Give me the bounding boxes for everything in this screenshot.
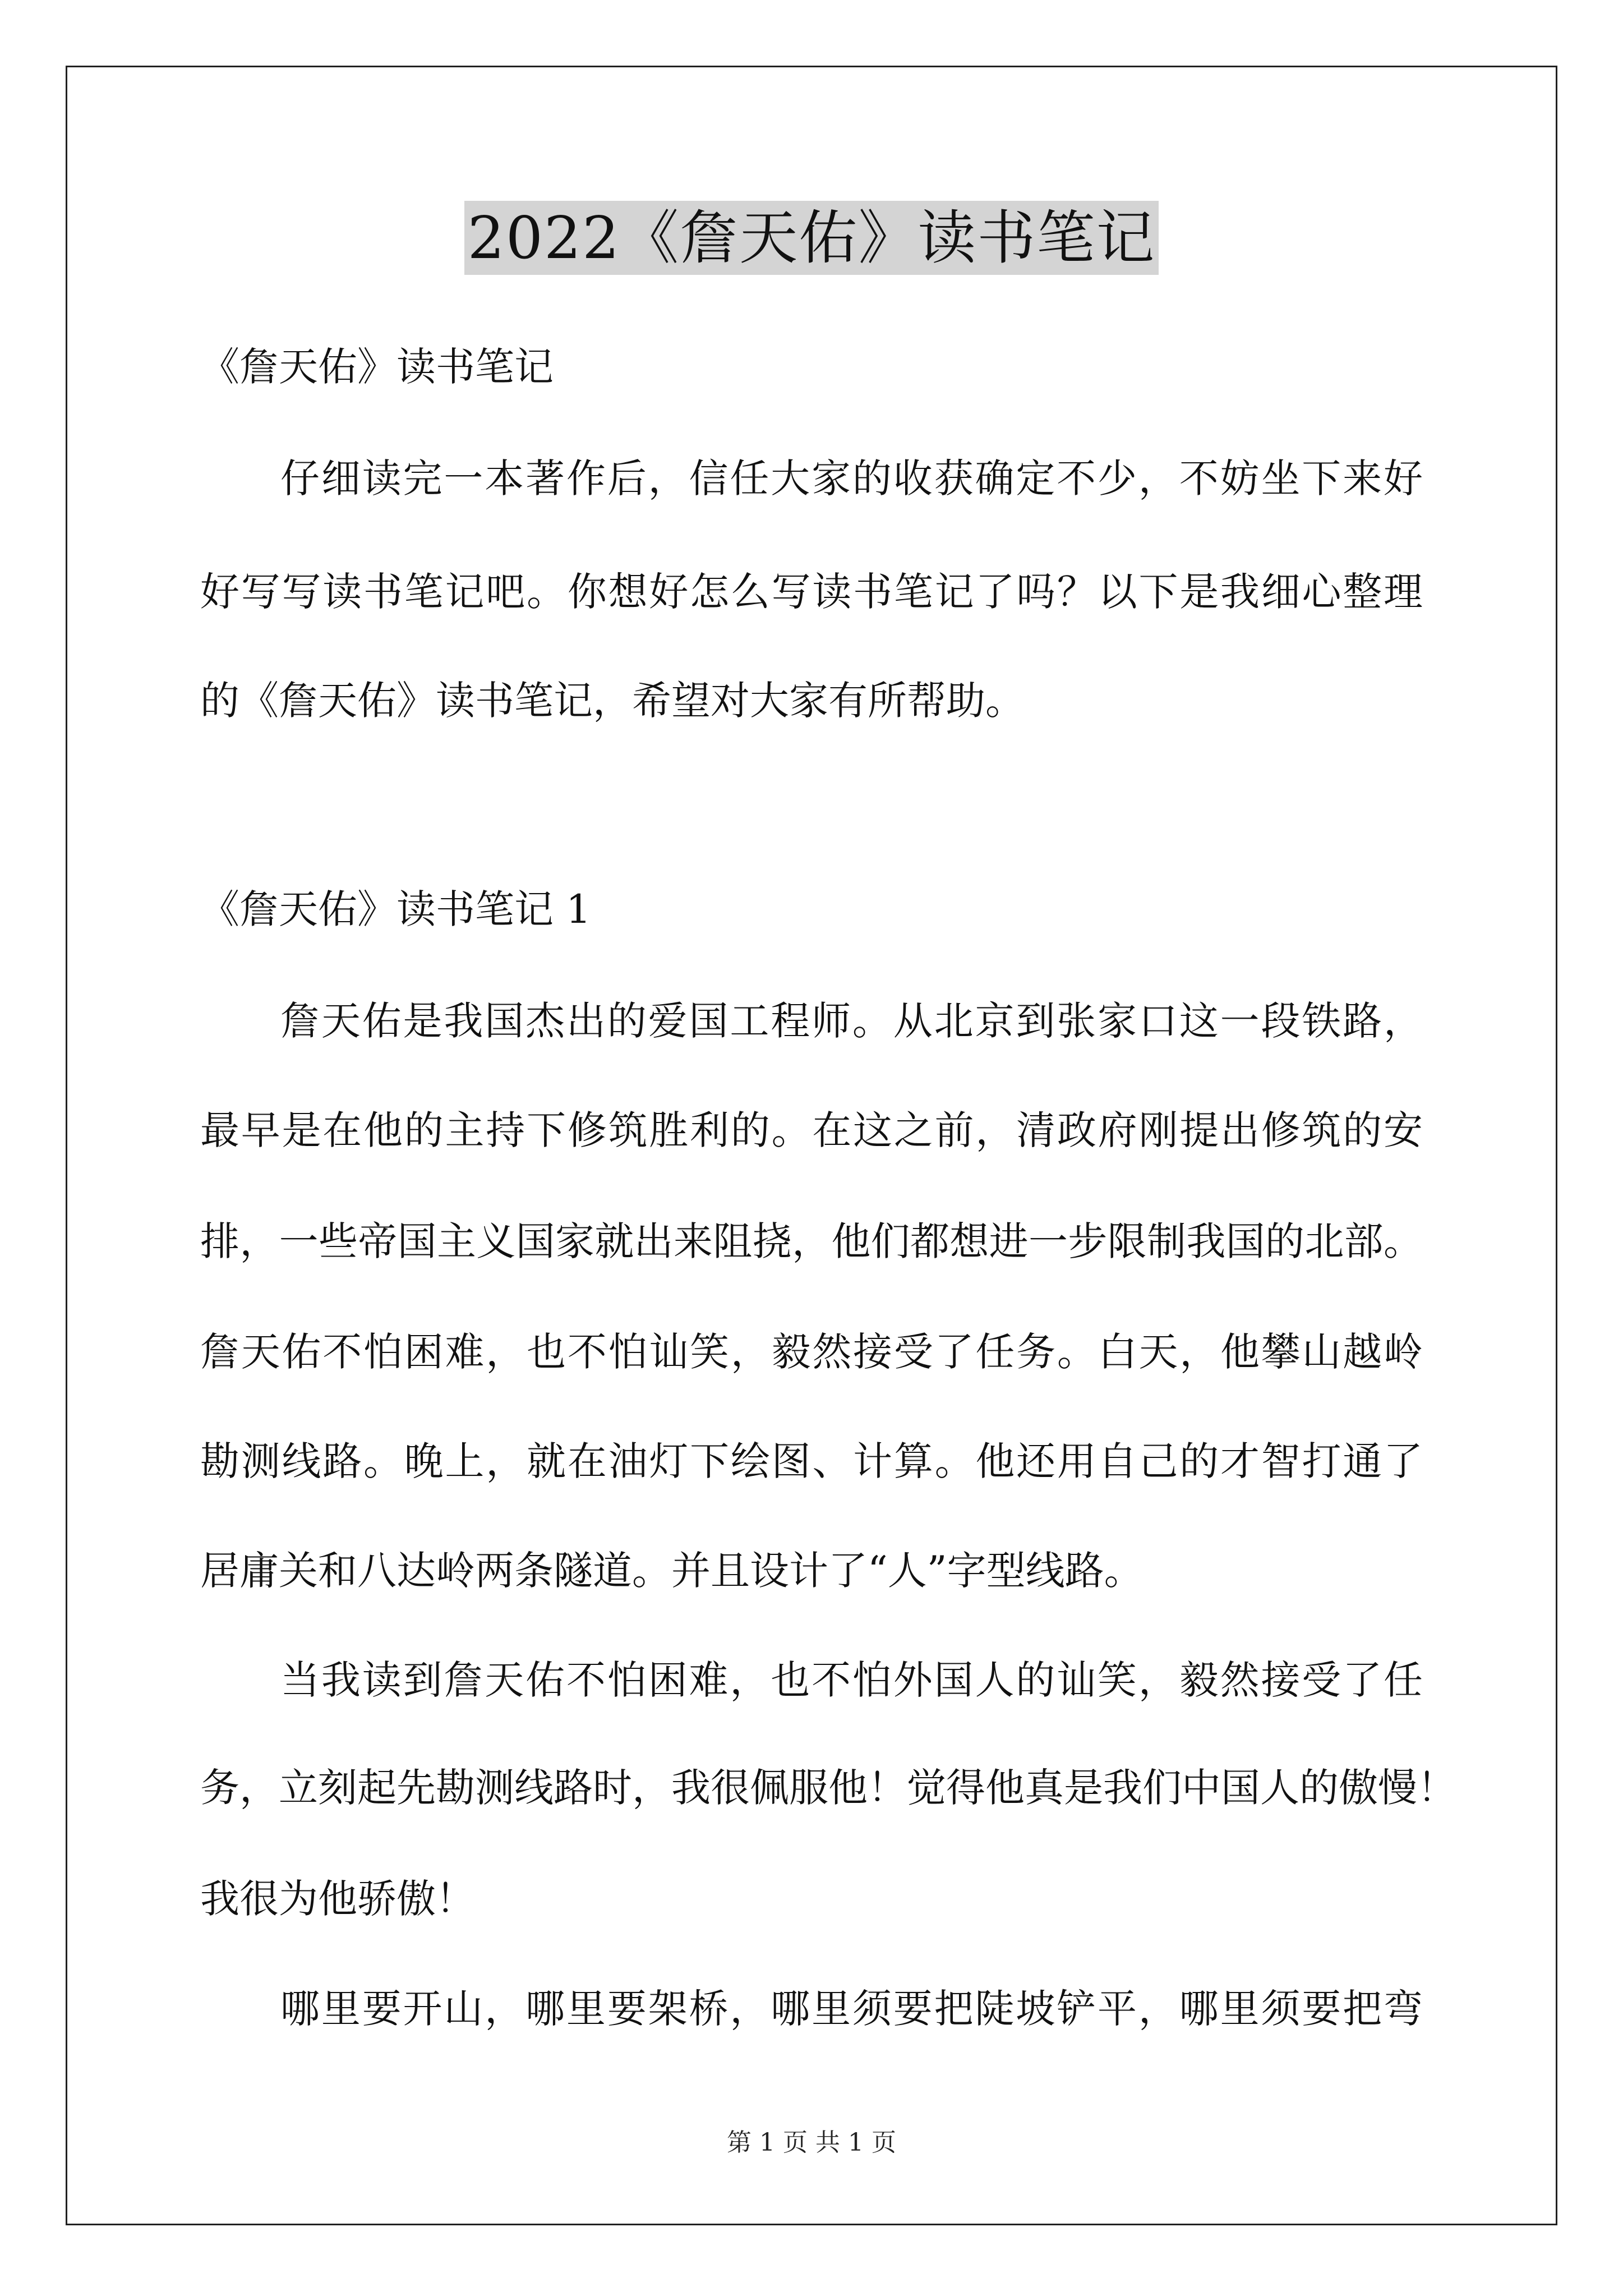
paragraph-line: 詹天佑是我国杰出的爱国工程师。从北京到张家口这一段铁路，	[280, 998, 1423, 1044]
paragraph-line: 居庸关和八达岭两条隧道。并且设计了“人”字型线路。	[200, 1548, 1144, 1594]
paragraph-line: 最早是在他的主持下修筑胜利的。在这之前，清政府刚提出修筑的安	[200, 1107, 1423, 1153]
title-container	[0, 201, 1623, 275]
paragraph-line: 詹天佑不怕困难，也不怕讪笑，毅然接受了任务。白天，他攀山越岭	[200, 1329, 1423, 1375]
subtitle: 《詹天佑》读书笔记	[200, 344, 554, 390]
section-heading: 《詹天佑》读书笔记 1	[200, 886, 591, 932]
paragraph-line: 好写写读书笔记吧。你想好怎么写读书笔记了吗？以下是我细心整理	[200, 569, 1423, 615]
paragraph-line: 我很为他骄傲！	[200, 1876, 475, 1922]
paragraph-line: 勘测线路。晚上，就在油灯下绘图、计算。他还用自己的才智打通了	[200, 1438, 1423, 1484]
paragraph-line: 哪里要开山，哪里要架桥，哪里须要把陡坡铲平，哪里须要把弯	[280, 1986, 1423, 2032]
paragraph-line: 务，立刻起先勘测线路时，我很佩服他！觉得他真是我们中国人的傲慢！	[200, 1765, 1456, 1811]
paragraph-line: 排，一些帝国主义国家就出来阻挠，他们都想进一步限制我国的北部。	[200, 1218, 1423, 1264]
paragraph-line: 的《詹天佑》读书笔记，希望对大家有所帮助。	[200, 678, 1025, 724]
document-title: 2022《詹天佑》读书笔记	[464, 201, 1159, 275]
page-footer: 第 1 页 共 1 页	[727, 2128, 896, 2157]
paragraph-line: 仔细读完一本著作后，信任大家的收获确定不少，不妨坐下来好	[280, 455, 1423, 501]
paragraph-line: 当我读到詹天佑不怕困难，也不怕外国人的讪笑，毅然接受了任	[280, 1657, 1423, 1703]
